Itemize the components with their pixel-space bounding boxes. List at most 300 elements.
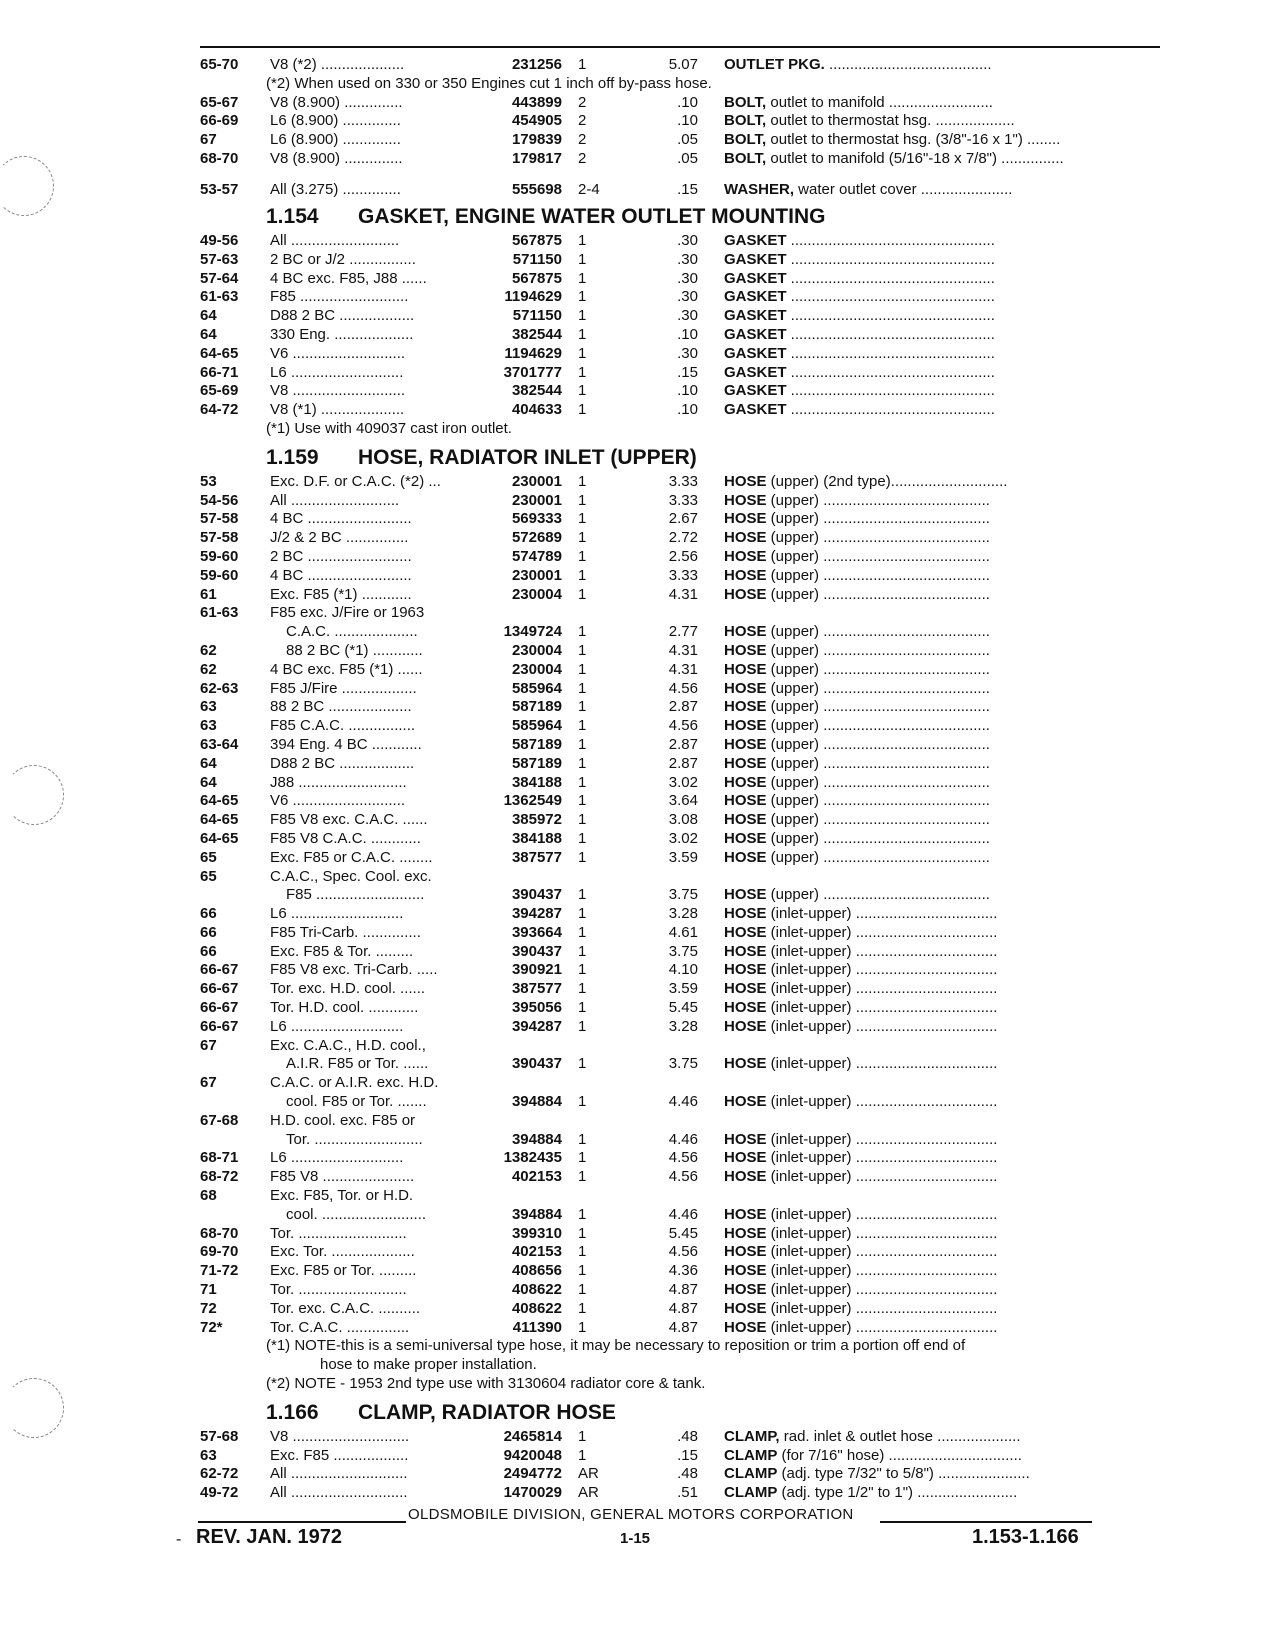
part-name: HOSE — [724, 1318, 767, 1336]
quantity: 2 — [578, 131, 587, 149]
part-row — [200, 717, 1160, 736]
price: .15 — [677, 363, 698, 381]
part-row — [200, 811, 1160, 830]
footer-rule-right — [880, 1521, 1092, 1523]
price: .51 — [677, 1484, 698, 1502]
model-years: 65-69 — [200, 382, 239, 400]
price: 4.31 — [668, 641, 698, 659]
application: Exc. D.F. or C.A.C. (*2) ... — [270, 472, 441, 490]
part-row — [200, 492, 1160, 511]
application: Exc. F85 & Tor. ......... — [270, 942, 414, 960]
part-name: GASKET — [724, 325, 787, 343]
part-name: HOSE — [724, 923, 767, 941]
part-name: GASKET — [724, 363, 787, 381]
application: Tor. .......................... — [270, 1281, 407, 1299]
part-row — [200, 604, 1160, 623]
footer-division: OLDSMOBILE DIVISION, GENERAL MOTORS CORPORATION — [408, 1506, 854, 1523]
model-years: 65-70 — [200, 56, 239, 73]
part-row — [200, 1225, 1160, 1244]
description — [724, 811, 990, 830]
part-number: 408622 — [511, 1281, 562, 1299]
description-detail: (inlet-upper) .................................. — [766, 1224, 998, 1242]
part-number: 571150 — [512, 250, 562, 268]
part-number: 390437 — [511, 886, 562, 904]
description-detail: (adj. type 7/32" to 5/8") ...................... — [777, 1465, 1030, 1483]
part-name: GASKET — [724, 232, 787, 249]
part-name: HOSE — [724, 529, 767, 547]
description-detail: outlet to manifold (5/16"-18 x 7/8") ............... — [766, 149, 1064, 167]
model-years: 57-64 — [200, 269, 239, 287]
part-name: BOLT, — [724, 131, 767, 149]
description — [724, 94, 993, 113]
application: F85 J/Fire .................. — [270, 679, 417, 697]
application: F85 .......................... — [270, 288, 409, 306]
description-detail: (upper) ........................................ — [766, 585, 990, 603]
part-row — [200, 755, 1160, 774]
part-row — [200, 548, 1160, 567]
model-years: 67 — [200, 131, 217, 149]
price: 4.46 — [668, 1093, 698, 1111]
quantity: 2 — [578, 93, 587, 111]
price: .10 — [677, 382, 698, 400]
quantity: 1 — [578, 56, 587, 73]
part-row — [200, 680, 1160, 699]
description — [724, 1465, 1030, 1484]
description-detail: (inlet-upper) .................................. — [766, 999, 998, 1017]
description-detail: (upper) ........................................ — [766, 529, 990, 547]
description — [724, 529, 990, 548]
part-row — [200, 736, 1160, 755]
part-name: CLAMP — [724, 1446, 778, 1464]
model-years: 61-63 — [200, 288, 239, 306]
application: C.A.C., Spec. Cool. exc. — [270, 867, 432, 885]
price: .30 — [677, 344, 698, 362]
application: V6 ........................... — [270, 344, 406, 362]
quantity: 2-4 — [578, 181, 600, 198]
quantity: 1 — [578, 961, 587, 979]
price: 4.87 — [668, 1318, 698, 1336]
part-row — [200, 961, 1160, 980]
part-name: WASHER, — [724, 181, 795, 198]
part-row — [200, 698, 1160, 717]
description — [724, 567, 990, 586]
description — [724, 792, 990, 811]
part-row — [200, 181, 1160, 200]
model-years: 64-65 — [200, 344, 239, 362]
application: J/2 & 2 BC ............... — [270, 529, 409, 547]
application: V8 (*2) .................... — [270, 56, 405, 73]
part-row — [200, 345, 1160, 364]
application: F85 V8 exc. Tri-Carb. ..... — [270, 961, 438, 979]
section-title: CLAMP, RADIATOR HOSE — [358, 1400, 616, 1424]
top-rule — [200, 46, 1160, 48]
price: 3.33 — [668, 472, 698, 490]
price: .48 — [677, 1427, 698, 1445]
description-detail: (inlet-upper) .................................. — [766, 1299, 998, 1317]
binder-hole — [4, 765, 64, 825]
description-detail: water outlet cover ...................... — [794, 181, 1013, 198]
description — [724, 181, 1012, 200]
part-number: 3701777 — [503, 363, 562, 381]
description — [724, 642, 990, 661]
quantity: 1 — [578, 566, 587, 584]
description-detail: rad. inlet & outlet hose .................... — [779, 1427, 1021, 1445]
quantity: 1 — [578, 491, 587, 509]
application: 4 BC exc. F85, J88 ...... — [270, 269, 427, 287]
part-row — [200, 830, 1160, 849]
quantity: 1 — [578, 641, 587, 659]
model-years: 54-56 — [200, 491, 239, 509]
description — [724, 1262, 997, 1281]
application: D88 2 BC .................. — [270, 754, 415, 772]
description — [724, 698, 990, 717]
part-row — [200, 112, 1160, 131]
part-row — [200, 326, 1160, 345]
part-number: 571150 — [512, 307, 562, 325]
part-number: 1194629 — [504, 344, 562, 362]
quantity: 1 — [578, 269, 587, 287]
model-years: 66-67 — [200, 961, 239, 979]
price: 2.87 — [668, 735, 698, 753]
description-detail: (inlet-upper) .................................. — [766, 923, 998, 941]
part-name: HOSE — [724, 811, 767, 829]
section-note: hose to make proper installation. — [320, 1356, 537, 1374]
footer-page-number: 1-15 — [620, 1530, 651, 1547]
part-name: HOSE — [724, 472, 767, 490]
description — [724, 364, 995, 383]
quantity: 1 — [578, 585, 587, 603]
price: 3.08 — [668, 811, 698, 829]
model-years: 66-69 — [200, 112, 239, 130]
description — [724, 112, 1015, 131]
part-number: 179817 — [511, 149, 562, 167]
section-number: 1.166 — [266, 1400, 319, 1424]
quantity: 1 — [578, 344, 587, 362]
application: Exc. F85 or C.A.C. ........ — [270, 848, 433, 866]
part-name: CLAMP — [724, 1465, 778, 1483]
price: .10 — [677, 93, 698, 111]
application: Tor. .......................... — [270, 1224, 407, 1242]
part-row — [200, 999, 1160, 1018]
section-number: 1.159 — [266, 445, 319, 469]
price: 4.87 — [668, 1299, 698, 1317]
description-detail: (upper) ........................................ — [766, 491, 990, 509]
section-title: GASKET, ENGINE WATER OUTLET MOUNTING — [358, 205, 826, 228]
model-years: 49-56 — [200, 232, 239, 249]
quantity: 1 — [578, 660, 587, 678]
section-heading — [200, 1398, 1160, 1428]
price: 5.45 — [668, 999, 698, 1017]
part-number: 394287 — [511, 1017, 562, 1035]
section-note: (*1) Use with 409037 cast iron outlet. — [266, 419, 512, 437]
description-detail: ................................................. — [786, 250, 995, 268]
part-row — [200, 980, 1160, 999]
part-row — [200, 1055, 1160, 1074]
quantity: 1 — [578, 1243, 587, 1261]
description — [724, 943, 997, 962]
part-name: HOSE — [724, 886, 767, 904]
part-name: BOLT, — [724, 149, 767, 167]
quantity: 1 — [578, 325, 587, 343]
description-detail: ................................................. — [786, 382, 995, 400]
quantity: 2 — [578, 149, 587, 167]
model-years: 68-70 — [200, 149, 239, 167]
price: .05 — [677, 131, 698, 149]
description — [724, 1093, 997, 1112]
model-years: 64 — [200, 754, 217, 772]
application: All (3.275) .............. — [270, 181, 401, 198]
model-years: 64-72 — [200, 401, 239, 419]
part-name: HOSE — [724, 660, 767, 678]
section-note: (*2) NOTE - 1953 2nd type use with 3130604 radiator core & tank. — [266, 1375, 706, 1393]
description — [724, 1168, 997, 1187]
part-number: 402153 — [511, 1243, 562, 1261]
section-heading — [200, 443, 1160, 473]
model-years: 64-65 — [200, 829, 239, 847]
part-row — [200, 1206, 1160, 1225]
description-detail: (inlet-upper) .................................. — [766, 1168, 998, 1186]
price: 3.28 — [668, 905, 698, 923]
part-row — [200, 1465, 1160, 1484]
footer-rule-left — [198, 1521, 406, 1523]
quantity: 1 — [578, 754, 587, 772]
section-note: (*1) NOTE-this is a semi-universal type hose, it may be necessary to reposition or trim a portion off end of — [266, 1337, 966, 1355]
part-number: 408656 — [511, 1262, 562, 1280]
description-detail: (upper) ........................................ — [766, 773, 990, 791]
part-name: HOSE — [724, 1130, 767, 1148]
part-number: 2465814 — [503, 1427, 562, 1445]
price: .30 — [677, 250, 698, 268]
price: 3.75 — [668, 1055, 698, 1073]
binder-hole — [4, 1378, 64, 1438]
description — [724, 849, 990, 868]
part-number: 230001 — [511, 491, 562, 509]
model-years: 63 — [200, 1446, 217, 1464]
application: Tor. exc. C.A.C. .......... — [270, 1299, 421, 1317]
part-number: 231256 — [511, 56, 562, 73]
part-row — [200, 1168, 1160, 1187]
application: C.A.C. or A.I.R. exc. H.D. — [270, 1074, 439, 1092]
part-number: 394884 — [511, 1205, 562, 1223]
quantity: 1 — [578, 510, 587, 528]
part-row — [200, 473, 1160, 492]
part-row — [200, 1037, 1160, 1056]
model-years: 64 — [200, 307, 217, 325]
application: L6 ........................... — [270, 905, 404, 923]
application: 88 2 BC (*1) ............ — [286, 641, 423, 659]
part-name: HOSE — [724, 961, 767, 979]
price: .10 — [677, 325, 698, 343]
description — [724, 548, 990, 567]
description-detail: (inlet-upper) .................................. — [766, 961, 998, 979]
description — [724, 232, 995, 251]
part-name: HOSE — [724, 905, 767, 923]
model-years: 57-68 — [200, 1427, 239, 1445]
part-name: HOSE — [724, 717, 767, 735]
description — [724, 905, 997, 924]
description-detail: (upper) ........................................ — [766, 829, 990, 847]
application: C.A.C. .................... — [286, 623, 418, 641]
price: .15 — [677, 181, 698, 198]
part-number: 179839 — [511, 131, 562, 149]
quantity: 1 — [578, 717, 587, 735]
part-row — [200, 774, 1160, 793]
part-number: 384188 — [511, 829, 562, 847]
description-detail: (upper) ........................................ — [766, 848, 990, 866]
description-detail: outlet to thermostat hsg. ................... — [766, 112, 1015, 130]
model-years: 65 — [200, 867, 217, 885]
description — [724, 270, 995, 289]
price: .05 — [677, 149, 698, 167]
application: L6 ........................... — [270, 1149, 404, 1167]
part-name: HOSE — [724, 1168, 767, 1186]
model-years: 67 — [200, 1074, 217, 1092]
part-name: HOSE — [724, 585, 767, 603]
application: Exc. F85 or Tor. ......... — [270, 1262, 417, 1280]
part-number: 443899 — [511, 93, 562, 111]
price: 3.75 — [668, 942, 698, 960]
section-heading — [200, 202, 1160, 232]
part-row — [200, 1281, 1160, 1300]
price: 2.56 — [668, 547, 698, 565]
description-detail: (inlet-upper) .................................. — [766, 905, 998, 923]
part-row — [200, 792, 1160, 811]
price: .10 — [677, 112, 698, 130]
dash-mark: - — [176, 1531, 182, 1548]
price: 4.46 — [668, 1130, 698, 1148]
part-name: HOSE — [724, 754, 767, 772]
part-number: 394884 — [511, 1093, 562, 1111]
price: .30 — [677, 269, 698, 287]
footnote: (*2) When used on 330 or 350 Engines cut 1 inch off by-pass hose. — [266, 74, 712, 92]
part-name: CLAMP, — [724, 1427, 780, 1445]
description-detail: ................................................. — [786, 325, 995, 343]
application: L6 (8.900) .............. — [270, 131, 401, 149]
description-detail: (inlet-upper) .................................. — [766, 1205, 998, 1223]
part-number: 230004 — [511, 660, 562, 678]
quantity: 1 — [578, 1318, 587, 1336]
description-detail: ................................................. — [786, 288, 995, 306]
part-number: 395056 — [511, 999, 562, 1017]
part-number: 393664 — [511, 923, 562, 941]
description-detail: (inlet-upper) .................................. — [766, 1318, 998, 1336]
part-name: HOSE — [724, 792, 767, 810]
part-name: HOSE — [724, 1262, 767, 1280]
part-number: 384188 — [511, 773, 562, 791]
model-years: 68-72 — [200, 1168, 239, 1186]
part-name: HOSE — [724, 491, 767, 509]
footer-section-range: 1.153-1.166 — [972, 1526, 1079, 1548]
description — [724, 1281, 997, 1300]
application: All .......................... — [270, 232, 400, 249]
description-detail: (inlet-upper) .................................. — [766, 1281, 998, 1299]
application: 394 Eng. 4 BC ............ — [270, 735, 422, 753]
part-name: HOSE — [724, 1017, 767, 1035]
application: F85 C.A.C. ................ — [270, 717, 416, 735]
application: 4 BC ......................... — [270, 510, 412, 528]
application: Tor. .......................... — [286, 1130, 423, 1148]
part-name: HOSE — [724, 566, 767, 584]
description — [724, 924, 997, 943]
quantity: 1 — [578, 1168, 587, 1186]
quantity: 1 — [578, 980, 587, 998]
application: F85 V8 ...................... — [270, 1168, 415, 1186]
model-years: 61 — [200, 585, 217, 603]
application: Exc. F85 .................. — [270, 1446, 409, 1464]
price: 2.67 — [668, 510, 698, 528]
part-name: HOSE — [724, 641, 767, 659]
description-detail: (for 7/16" hose) ................................ — [777, 1446, 1022, 1464]
description — [724, 830, 990, 849]
part-number: 387577 — [511, 848, 562, 866]
model-years: 53-57 — [200, 181, 239, 198]
quantity: 1 — [578, 923, 587, 941]
application: 2 BC ......................... — [270, 547, 412, 565]
price: 5.45 — [668, 1224, 698, 1242]
description-detail: (upper) ........................................ — [766, 735, 990, 753]
description — [724, 1447, 1022, 1466]
quantity: 1 — [578, 811, 587, 829]
part-number: 587189 — [511, 698, 562, 716]
part-row — [200, 1018, 1160, 1037]
application: L6 (8.900) .............. — [270, 112, 401, 130]
part-row — [200, 401, 1160, 420]
part-row — [200, 56, 1160, 75]
application: Tor. exc. H.D. cool. ...... — [270, 980, 426, 998]
part-row — [200, 1243, 1160, 1262]
model-years: 62 — [200, 641, 217, 659]
quantity: 1 — [578, 1224, 587, 1242]
description — [724, 401, 995, 420]
application: Exc. Tor. .................... — [270, 1243, 415, 1261]
part-number: 382544 — [511, 382, 562, 400]
part-number: 454905 — [511, 112, 562, 130]
description-detail: (upper) ........................................ — [766, 698, 990, 716]
part-name: HOSE — [724, 1205, 767, 1223]
description-detail: ................................................. — [786, 363, 995, 381]
part-row — [200, 623, 1160, 642]
part-number: 572689 — [511, 529, 562, 547]
quantity: 1 — [578, 679, 587, 697]
description — [724, 661, 990, 680]
part-name: BOLT, — [724, 112, 767, 130]
part-number: 555698 — [511, 181, 562, 198]
application: V8 (8.900) .............. — [270, 93, 403, 111]
price: .15 — [677, 1446, 698, 1464]
price: 3.02 — [668, 829, 698, 847]
footer-revision: REV. JAN. 1972 — [196, 1526, 343, 1548]
application: V8 ........................... — [270, 382, 406, 400]
quantity: 1 — [578, 1427, 587, 1445]
part-name: HOSE — [724, 1224, 767, 1242]
application: All ............................ — [270, 1484, 408, 1502]
part-row — [200, 288, 1160, 307]
description — [724, 980, 997, 999]
part-name: GASKET — [724, 269, 787, 287]
model-years: 68-71 — [200, 1149, 239, 1167]
price: 4.61 — [668, 923, 698, 941]
application: Exc. F85 (*1) ............ — [270, 585, 412, 603]
part-number: 230004 — [511, 641, 562, 659]
quantity: 1 — [578, 547, 587, 565]
price: 3.02 — [668, 773, 698, 791]
part-row — [200, 131, 1160, 150]
quantity: 1 — [578, 1446, 587, 1464]
price: 3.59 — [668, 848, 698, 866]
part-name: HOSE — [724, 623, 767, 641]
model-years: 67 — [200, 1036, 217, 1054]
description — [724, 736, 990, 755]
